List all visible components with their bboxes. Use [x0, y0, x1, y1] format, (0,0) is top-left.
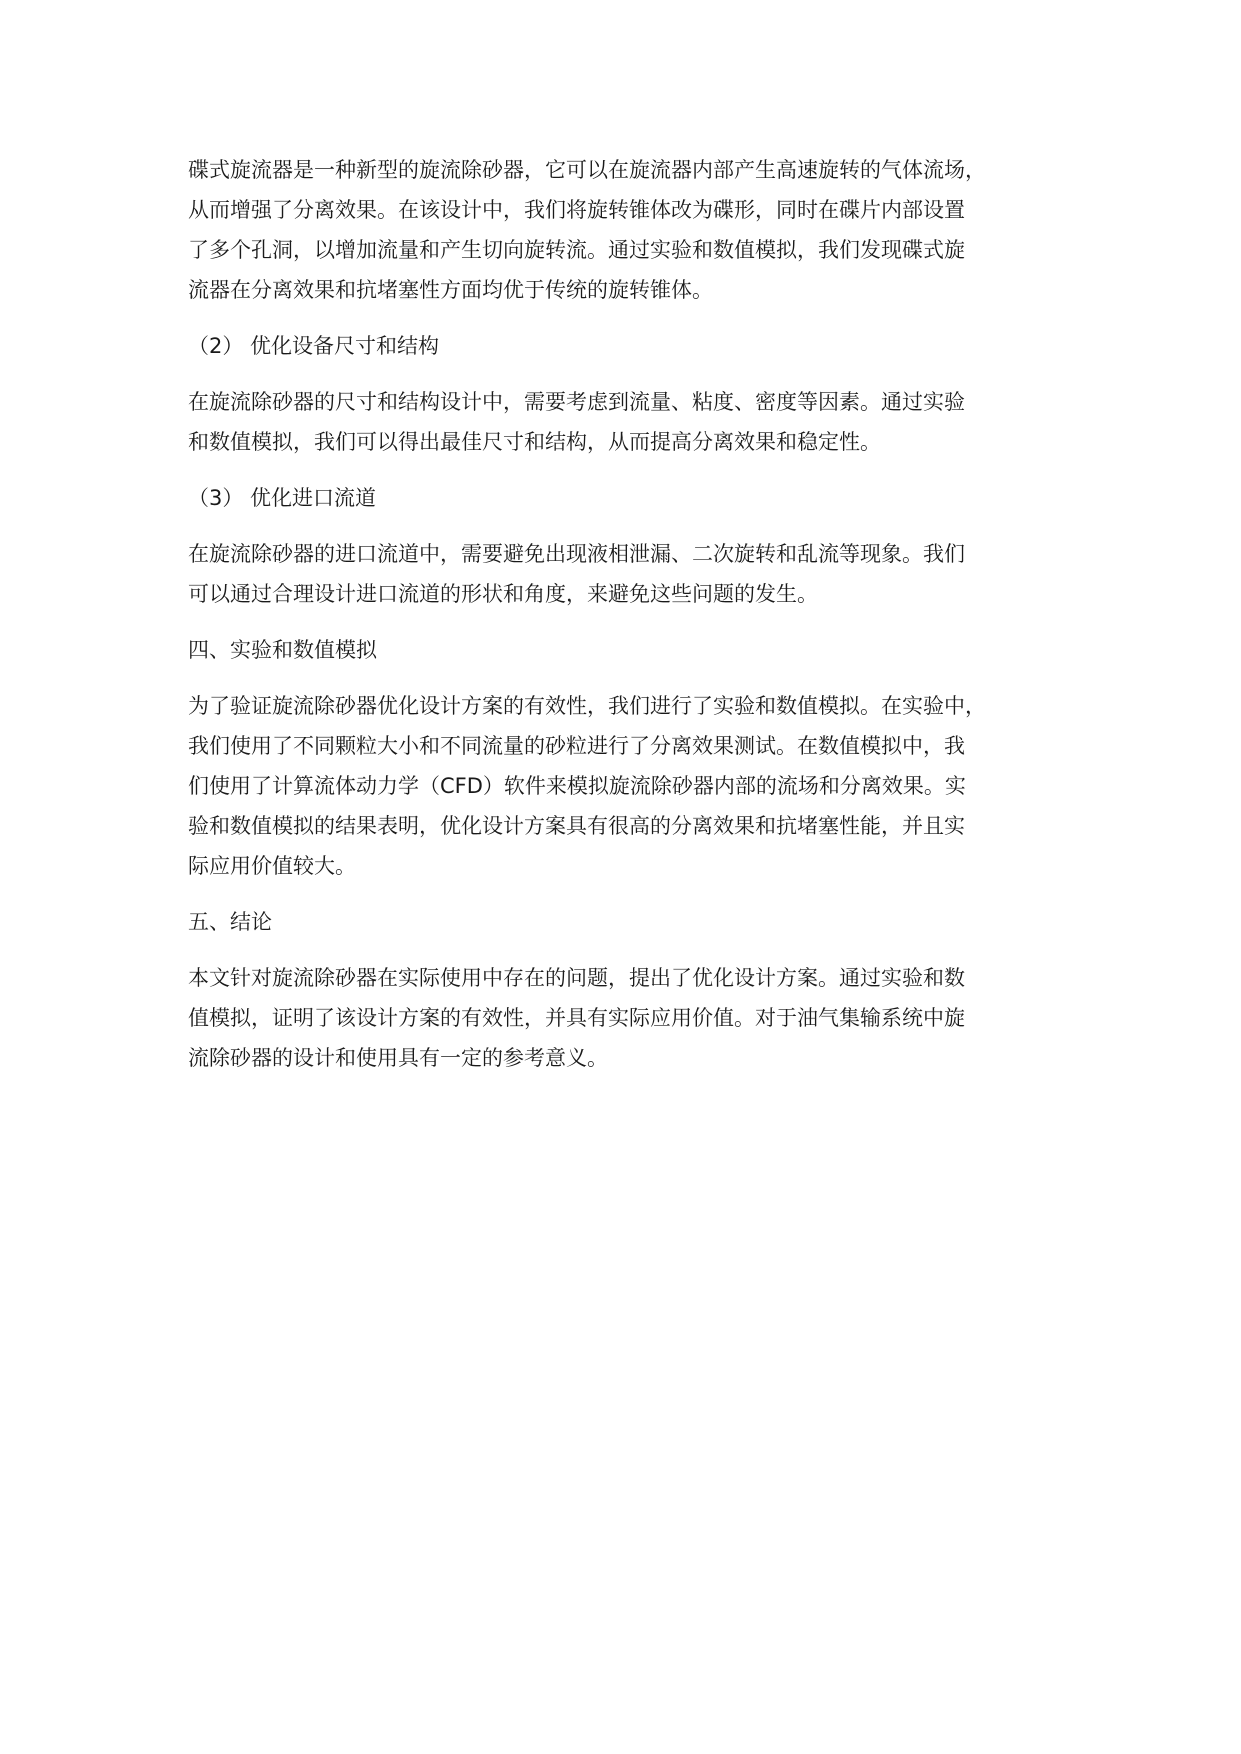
text-line: 从而增强了分离效果。在该设计中，我们将旋转锥体改为碟形，同时在碟片内部设置	[188, 198, 965, 222]
text-line: 我们使用了不同颗粒大小和不同流量的砂粒进行了分离效果测试。在数值模拟中，我	[188, 734, 965, 758]
paragraph-size-structure	[188, 382, 1088, 462]
text-line: 可以通过合理设计进口流道的形状和角度，来避免这些问题的发生。	[188, 582, 818, 606]
section-heading-size-structure: （2） 优化设备尺寸和结构	[188, 334, 440, 358]
text-line: 在旋流除砂器的尺寸和结构设计中，需要考虑到流量、粘度、密度等因素。通过实验	[188, 390, 965, 414]
paragraph-conclusion	[188, 958, 1088, 1078]
section-heading-experiment-simulation: 四、实验和数值模拟	[188, 638, 377, 662]
text-line: 为了验证旋流除砂器优化设计方案的有效性，我们进行了实验和数值模拟。在实验中，	[188, 694, 986, 718]
text-line: 和数值模拟，我们可以得出最佳尺寸和结构，从而提高分离效果和稳定性。	[188, 430, 881, 454]
text-line: 验和数值模拟的结果表明，优化设计方案具有很高的分离效果和抗堵塞性能，并且实	[188, 814, 965, 838]
text-line: 碟式旋流器是一种新型的旋流除砂器，它可以在旋流器内部产生高速旋转的气体流场，	[188, 158, 986, 182]
text-line: 际应用价值较大。	[188, 854, 356, 878]
text-line: 在旋流除砂器的进口流道中，需要避免出现液相泄漏、二次旋转和乱流等现象。我们	[188, 542, 965, 566]
text-line: 了多个孔洞，以增加流量和产生切向旋转流。通过实验和数值模拟，我们发现碟式旋	[188, 238, 965, 262]
text-line: 值模拟，证明了该设计方案的有效性，并具有实际应用价值。对于油气集输系统中旋	[188, 1006, 965, 1030]
section-heading-inlet-channel: （3） 优化进口流道	[188, 486, 377, 510]
text-line: 本文针对旋流除砂器在实际使用中存在的问题，提出了优化设计方案。通过实验和数	[188, 966, 965, 990]
document-body	[188, 150, 1088, 1094]
text-line: 流除砂器的设计和使用具有一定的参考意义。	[188, 1046, 608, 1070]
paragraph-inlet-channel	[188, 534, 1088, 614]
paragraph-experiment-simulation	[188, 686, 1088, 886]
text-line: 们使用了计算流体动力学（CFD）软件来模拟旋流除砂器内部的流场和分离效果。实	[188, 774, 966, 798]
paragraph-disc-cyclone	[188, 150, 1088, 310]
text-line: 流器在分离效果和抗堵塞性方面均优于传统的旋转锥体。	[188, 278, 713, 302]
section-heading-conclusion: 五、结论	[188, 910, 272, 934]
